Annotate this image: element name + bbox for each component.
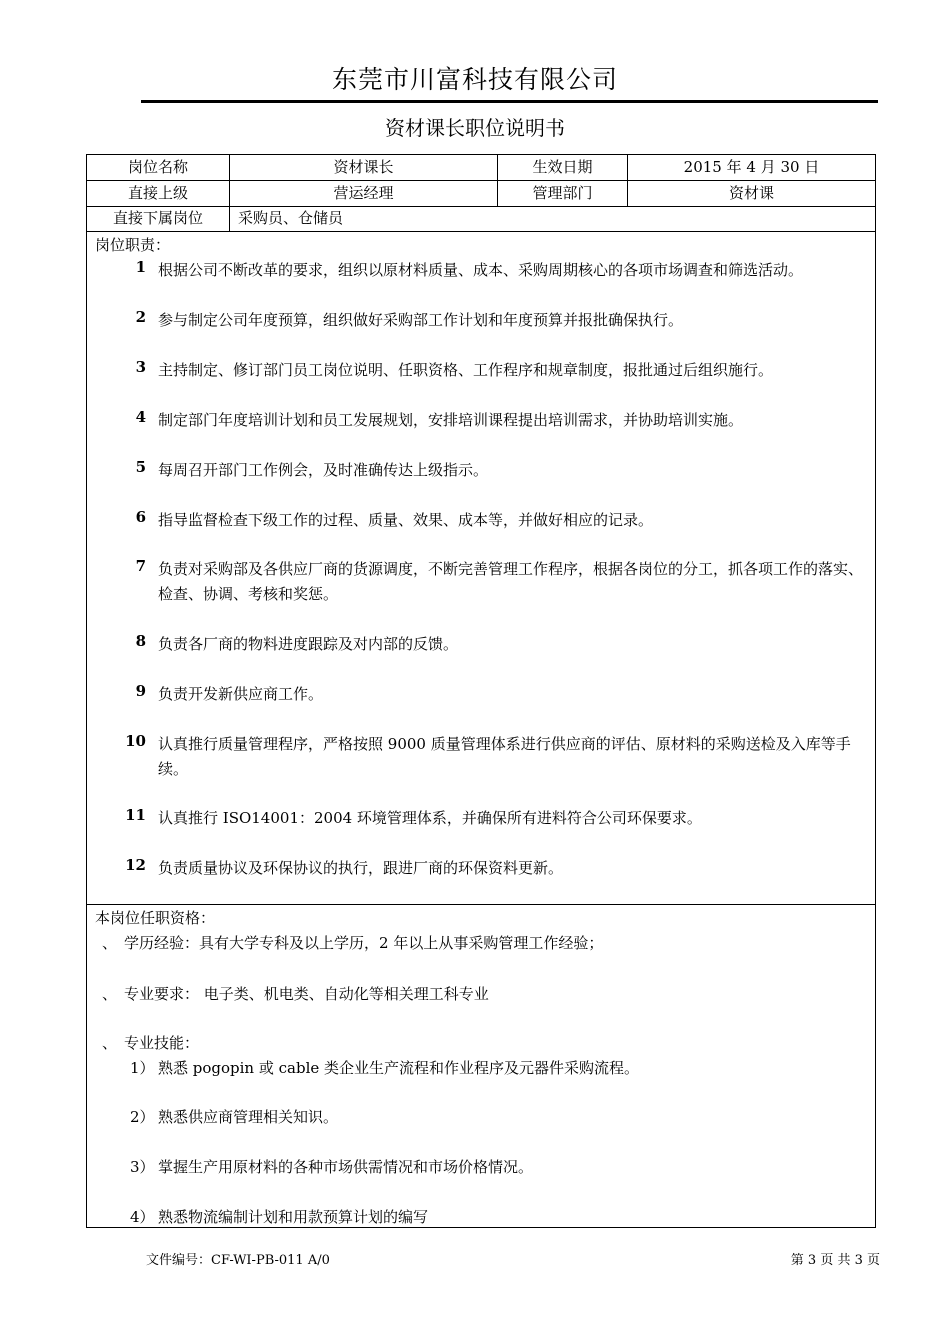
education-text: 学历经验：具有大学专科及以上学历，2 年以上从事采购管理工作经验；: [124, 934, 604, 952]
qualifications-heading: 本岗位任职资格：: [95, 909, 216, 927]
table-divider: [86, 231, 876, 232]
skill-number: 2）: [130, 1108, 155, 1126]
department-value: 资材课: [728, 184, 774, 202]
duty-text: 负责开发新供应商工作。: [158, 685, 324, 703]
duty-text: 指导监督检查下级工作的过程、质量、效果、成本等，并做好相应的记录。: [158, 511, 654, 529]
duty-text: 负责各厂商的物料进度跟踪及对内部的反馈。: [158, 635, 459, 653]
superior-label: 直接上级: [127, 184, 188, 202]
subordinate-value: 采购员、仓储员: [238, 209, 344, 227]
company-name: 东莞市川富科技有限公司: [331, 65, 618, 94]
page-number: 第 3 页 共 3 页: [790, 1253, 880, 1268]
duty-text: 认真推行 ISO14001：2004 环境管理体系，并确保所有进料符合公司环保要求。: [158, 809, 702, 827]
duty-number: 2: [135, 308, 146, 326]
document-number: 文件编号：CF-WI-PB-011 A/0: [146, 1253, 330, 1268]
skills-heading: 专业技能：: [124, 1034, 200, 1052]
document-title: 资材课长职位说明书: [385, 116, 565, 140]
subordinate-label: 直接下属岗位: [112, 209, 203, 227]
duty-text: 根据公司不断改革的要求，组织以原材料质量、成本、采购周期核心的各项市场调查和筛选活动。: [158, 261, 804, 279]
skill-text: 熟悉物流编制计划和用款预算计划的编写: [158, 1208, 429, 1226]
duty-number: 8: [135, 632, 146, 650]
skill-number: 1）: [130, 1059, 155, 1077]
duty-text: 参与制定公司年度预算，组织做好采购部工作计划和年度预算并报批确保执行。: [158, 311, 684, 329]
duty-number: 1: [135, 258, 146, 276]
effective-date-label: 生效日期: [532, 158, 593, 176]
effective-date-value: 2015 年 4 月 30 日: [683, 158, 820, 176]
skill-text: 熟悉供应商管理相关知识。: [158, 1108, 339, 1126]
table-divider: [86, 904, 876, 905]
list-mark: 、: [102, 985, 118, 1003]
duty-text: 负责对采购部及各供应厂商的货源调度，不断完善管理工作程序，根据各岗位的分工，抓各项工作的落实、检查、协调、考核和奖惩。: [158, 560, 864, 603]
duty-number: 12: [125, 856, 146, 874]
major-text: 专业要求： 电子类、机电类、自动化等相关理工科专业: [124, 985, 489, 1003]
duty-number: 9: [135, 682, 146, 700]
superior-value: 营运经理: [333, 184, 394, 202]
duty-number: 4: [135, 408, 146, 426]
duty-number: 5: [135, 458, 146, 476]
duty-number: 11: [125, 806, 146, 824]
header-rule: [141, 100, 878, 103]
list-mark: 、: [102, 1034, 118, 1052]
skill-text: 熟悉 pogopin 或 cable 类企业生产流程和作业程序及元器件采购流程。: [158, 1059, 640, 1077]
list-mark: 、: [102, 934, 118, 952]
duty-number: 3: [135, 358, 146, 376]
duty-text: 认真推行质量管理程序，严格按照 9000 质量管理体系进行供应商的评估、原材料的采购送检及入库等手续。: [158, 735, 851, 778]
duty-number: 6: [135, 508, 146, 526]
skill-text: 掌握生产用原材料的各种市场供需情况和市场价格情况。: [158, 1158, 534, 1176]
duty-text: 负责质量协议及环保协议的执行，跟进厂商的环保资料更新。: [158, 859, 564, 877]
duty-number: 10: [125, 732, 146, 750]
position-value: 资材课长: [333, 158, 394, 176]
position-label: 岗位名称: [127, 158, 188, 176]
duty-text: 制定部门年度培训计划和员工发展规划，安排培训课程提出培训需求，并协助培训实施。: [158, 411, 744, 429]
duty-number: 7: [135, 557, 146, 575]
skill-number: 4）: [130, 1208, 155, 1226]
skill-number: 3）: [130, 1158, 155, 1176]
duties-heading: 岗位职责：: [95, 236, 171, 254]
department-label: 管理部门: [532, 184, 593, 202]
duty-text: 每周召开部门工作例会，及时准确传达上级指示。: [158, 461, 489, 479]
duty-text: 主持制定、修订部门员工岗位说明、任职资格、工作程序和规章制度，报批通过后组织施行。: [158, 361, 774, 379]
